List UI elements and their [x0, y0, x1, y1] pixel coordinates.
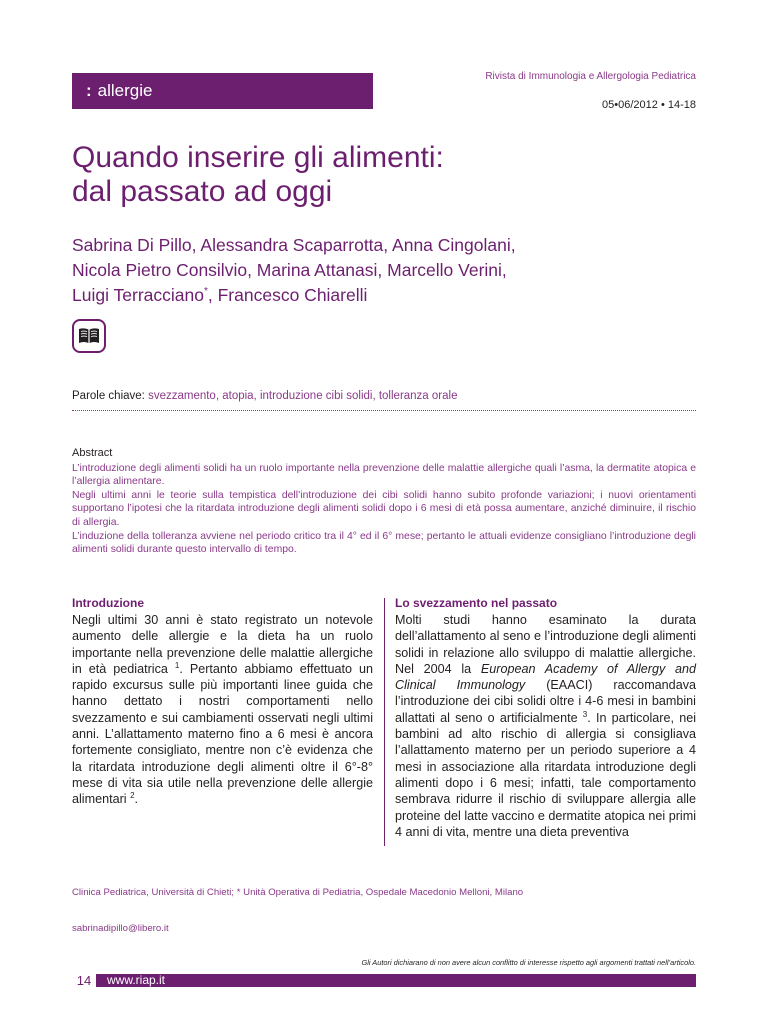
authors-line-2: Nicola Pietro Consilvio, Marina Attanasi, Marcello Verini, [72, 260, 507, 280]
authors-line-3b: , Francesco Chiarelli [207, 285, 368, 305]
reference-3: 3 [582, 709, 588, 719]
open-book-icon-svg [78, 327, 100, 345]
reference-1: 1 [174, 660, 180, 670]
section-prefix: : [86, 81, 92, 100]
title-line-1: Quando inserire gli alimenti: [72, 141, 444, 174]
past-paragraph [395, 612, 696, 840]
author-affiliation-mark: * [203, 286, 208, 298]
authors-line-1: Sabrina Di Pillo, Alessandra Scaparrotta, Anna Cingolani, [72, 235, 516, 255]
keywords [72, 388, 694, 404]
past-italic-text: European Academy of Allergy and Clinical Immunology [395, 661, 697, 693]
intro-text-2: . Pertanto abbiamo effettuato un rapido excursus sulle più importanti linee guida che hanno dettato i nostri comportamenti nello svezzamento e sui cambiamenti osservati negli ultimi anni. L’allattamento materno fino a 6 mesi è ancora fortemente consigliato, mentre non c’è evidenza che la ritardata introduzione degli alimenti oltre il 6°-8° mese di vita sia utile nella prevenzione delle allergie alimentari [72, 661, 373, 807]
intro-text-1: Negli ultimi 30 anni è stato registrato un notevole aumento delle allergie e la dieta ha un ruolo importante nella prevenzione delle malattie allergiche in età pediatrica [72, 613, 373, 676]
column-past [395, 596, 696, 840]
abstract-paragraph: L’induzione della tolleranza avviene nel periodo critico tra il 4° ed il 6° mese; pertanto le attuali evidenze consigliano l’introduzione degli alimenti solidi durante questo intervallo di tempo. [72, 530, 696, 556]
abstract-paragraph: Negli ultimi anni le teorie sulla tempistica dell’introduzione dei cibi solidi hanno subito profonde variazioni; i nuovi orientamenti supportano l’ipotesi che la ritardata introduzione degli alimenti solidi dopo i 6 mesi di età possa aumentare, anziché diminuire, il rischio di allergia. [72, 489, 696, 528]
intro-heading: Introduzione [72, 596, 144, 610]
author-email[interactable]: sabrinadipillo@libero.it [72, 923, 169, 934]
keywords-list: svezzamento, atopia, introduzione cibi solidi, tolleranza orale [148, 390, 458, 402]
footer-site-link[interactable]: www.riap.it [107, 973, 166, 987]
open-book-icon [72, 319, 106, 353]
divider-dotted [72, 410, 696, 411]
footer-bar [72, 974, 696, 987]
title-line-2: dal passato ad oggi [72, 175, 333, 208]
past-text-1: Molti studi hanno esaminato la durata dell’allattamento al seno e l’introduzione degli alimenti solidi in relazione allo sviluppo di malattie allergiche. Nel 2004 la [395, 613, 696, 676]
issue-info: 05•06/2012 • 14-18 [602, 99, 696, 111]
section-tag [72, 73, 373, 109]
article-title [72, 141, 692, 209]
conflict-disclaimer: Gli Autori dichiarano di non avere alcun conflitto di interesse rispetto agli argomenti trattati nell’articolo. [361, 958, 696, 967]
section-label: allergie [97, 81, 153, 100]
reference-2: 2 [130, 791, 135, 801]
intro-paragraph [72, 612, 373, 808]
journal-name: Rivista di Immunologia e Allergologia Pediatrica [485, 71, 696, 82]
authors [72, 233, 692, 308]
authors-line-3a: Luigi Terracciano [72, 285, 204, 305]
past-heading: Lo svezzamento nel passato [395, 596, 558, 610]
column-divider [384, 598, 385, 846]
affiliation: Clinica Pediatrica, Università di Chieti; * Unità Operativa di Pediatria, Ospedale Macedonio Melloni, Milano [72, 887, 524, 898]
abstract-heading: Abstract [72, 447, 113, 459]
past-text-3: . In particolare, nei bambini ad alto rischio di allergia si consigliava l’allattamento materno per un periodo superiore a 4 mesi in associazione alla ritardata introduzione degli alimenti dopo i 6 mesi; infatti, tale comportamento sembrava ridurre il rischio di sviluppare allergia alle proteine del latte vaccino e dermatite atopica nei primi 4 anni di vita, mentre una dieta preventiva [395, 710, 697, 839]
past-text-2: (EAACI) raccomandava l’introduzione dei cibi solidi oltre i 4-6 mesi in bambini allattati al seno o artificialmente [395, 678, 696, 725]
abstract-paragraph: L’introduzione degli alimenti solidi ha un ruolo importante nella prevenzione delle malattie allergiche quali l’asma, la dermatite atopica e l’allergia alimentare. [72, 462, 696, 488]
page-number: 14 [72, 973, 96, 988]
keywords-label: Parole chiave: [72, 390, 149, 402]
abstract [72, 447, 696, 557]
column-introduction [72, 596, 373, 808]
intro-text-3: . [134, 792, 139, 807]
